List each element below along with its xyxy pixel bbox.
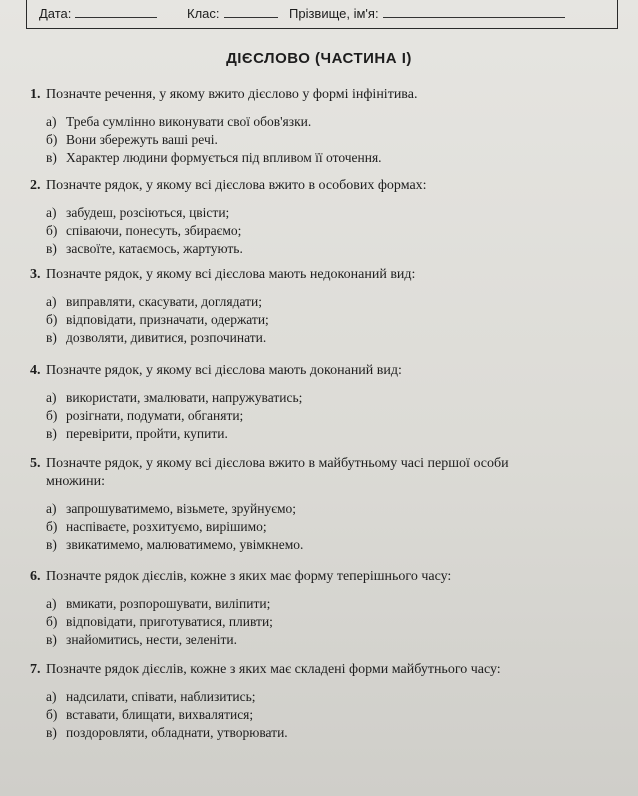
option-text: співаючи, понесуть, збираємо;	[66, 223, 242, 238]
question-text	[30, 266, 620, 284]
question-6	[30, 568, 620, 649]
answer-options	[30, 595, 620, 649]
date-field	[39, 5, 157, 21]
answer-option-c[interactable]	[30, 631, 620, 649]
question-1	[30, 86, 620, 167]
name-label: Прізвище, ім'я:	[289, 6, 379, 21]
option-text: знайомитись, нести, зеленіти.	[66, 632, 238, 647]
option-letter: в)	[46, 241, 57, 256]
option-text: дозволяти, дивитися, розпочинати.	[66, 330, 267, 345]
worksheet-title: ДІЄСЛОВО (ЧАСТИНА І)	[226, 50, 412, 67]
question-prompt: Позначте рядок, у якому всі дієслова мають недоконаний вид:	[46, 267, 416, 282]
answer-option-b[interactable]	[30, 407, 620, 425]
option-letter: б)	[46, 223, 58, 238]
question-text	[30, 455, 620, 473]
answer-option-a[interactable]	[30, 500, 620, 518]
option-text: наспіваєте, розхитуємо, вирішимо;	[66, 519, 267, 534]
answer-option-b[interactable]	[30, 311, 620, 329]
question-prompt: Позначте рядок, у якому всі дієслова мають доконаний вид:	[46, 363, 402, 378]
question-prompt: Позначте речення, у якому вжито дієслово у формі інфінітива.	[46, 87, 418, 102]
answer-option-c[interactable]	[30, 149, 620, 167]
question-number: 2.	[30, 178, 41, 193]
question-prompt: Позначте рядок, у якому всі дієслова вжито в особових формах:	[46, 178, 427, 193]
answer-option-c[interactable]	[30, 724, 620, 742]
question-5	[30, 455, 620, 554]
option-letter: а)	[46, 205, 57, 220]
option-text: забудеш, розсіються, цвісти;	[66, 205, 230, 220]
question-number: 3.	[30, 267, 41, 282]
answer-option-a[interactable]	[30, 293, 620, 311]
question-3	[30, 266, 620, 347]
option-text: вставати, блищати, вихвалятися;	[66, 707, 254, 722]
option-text: поздоровляти, обладнати, утворювати.	[66, 725, 288, 740]
question-prompt: Позначте рядок, у якому всі дієслова вжито в майбутньому часі першої особи	[46, 456, 509, 471]
answer-option-c[interactable]	[30, 240, 620, 258]
answer-option-c[interactable]	[30, 329, 620, 347]
option-text: перевірити, пройти, купити.	[66, 426, 228, 441]
option-text: Вони збережуть ваші речі.	[66, 132, 218, 147]
answer-option-b[interactable]	[30, 706, 620, 724]
question-prompt: Позначте рядок дієслів, кожне з яких має форму теперішнього часу:	[46, 569, 452, 584]
answer-option-a[interactable]	[30, 688, 620, 706]
date-label: Дата:	[39, 6, 72, 21]
student-info-header	[26, 0, 618, 29]
option-text: надсилати, співати, наблизитись;	[66, 689, 256, 704]
answer-option-b[interactable]	[30, 613, 620, 631]
option-letter: в)	[46, 150, 57, 165]
question-number: 7.	[30, 662, 41, 677]
question-number: 4.	[30, 363, 41, 378]
option-letter: б)	[46, 408, 58, 423]
option-text: використати, змалювати, напружуватись;	[66, 390, 303, 405]
question-text	[30, 568, 620, 586]
question-7	[30, 661, 620, 742]
option-letter: а)	[46, 294, 57, 309]
answer-option-a[interactable]	[30, 595, 620, 613]
question-text	[30, 86, 620, 104]
option-letter: в)	[46, 537, 57, 552]
answer-option-c[interactable]	[30, 536, 620, 554]
answer-option-c[interactable]	[30, 425, 620, 443]
option-letter: в)	[46, 632, 57, 647]
option-letter: а)	[46, 114, 57, 129]
answer-option-a[interactable]	[30, 113, 620, 131]
answer-option-b[interactable]	[30, 518, 620, 536]
option-letter: б)	[46, 707, 58, 722]
question-number: 1.	[30, 87, 41, 102]
answer-option-b[interactable]	[30, 131, 620, 149]
option-text: виправляти, скасувати, доглядати;	[66, 294, 263, 309]
question-2	[30, 177, 620, 258]
option-letter: в)	[46, 725, 57, 740]
option-letter: б)	[46, 519, 58, 534]
answer-options	[30, 688, 620, 742]
question-number: 5.	[30, 456, 41, 471]
option-letter: б)	[46, 614, 58, 629]
answer-option-a[interactable]	[30, 389, 620, 407]
question-text	[30, 362, 620, 380]
question-text	[30, 177, 620, 195]
name-field	[289, 5, 565, 21]
question-prompt: Позначте рядок дієслів, кожне з яких має складені форми майбутнього часу:	[46, 662, 501, 677]
answer-options	[30, 500, 620, 554]
answer-options	[30, 113, 620, 167]
option-letter: а)	[46, 390, 57, 405]
name-blank[interactable]	[383, 5, 565, 18]
option-letter: в)	[46, 330, 57, 345]
class-field	[187, 5, 278, 21]
option-letter: а)	[46, 596, 57, 611]
option-text: Характер людини формується під впливом її оточення.	[66, 150, 382, 165]
option-text: вмикати, розпорошувати, виліпити;	[66, 596, 271, 611]
option-text: звикатимемо, малюватимемо, увімкнемо.	[66, 537, 304, 552]
answer-option-b[interactable]	[30, 222, 620, 240]
answer-options	[30, 293, 620, 347]
question-4	[30, 362, 620, 443]
option-text: відповідати, приготуватися, пливти;	[66, 614, 273, 629]
date-blank[interactable]	[75, 5, 157, 18]
answer-options	[30, 204, 620, 258]
option-letter: б)	[46, 132, 58, 147]
option-letter: а)	[46, 501, 57, 516]
option-text: розігнати, подумати, обганяти;	[66, 408, 244, 423]
option-letter: б)	[46, 312, 58, 327]
answer-option-a[interactable]	[30, 204, 620, 222]
question-number: 6.	[30, 569, 41, 584]
option-letter: в)	[46, 426, 57, 441]
class-label: Клас:	[187, 6, 220, 21]
question-text	[30, 661, 620, 679]
class-blank[interactable]	[224, 5, 278, 18]
option-text: відповідати, призначати, одержати;	[66, 312, 269, 327]
question-prompt-continued: множини:	[46, 474, 106, 489]
option-text: засвоїте, катаємось, жартують.	[66, 241, 243, 256]
option-letter: а)	[46, 689, 57, 704]
option-text: запрошуватимемо, візьмете, зруйнуємо;	[66, 501, 297, 516]
option-text: Треба сумлінно виконувати свої обов'язки.	[66, 114, 312, 129]
answer-options	[30, 389, 620, 443]
